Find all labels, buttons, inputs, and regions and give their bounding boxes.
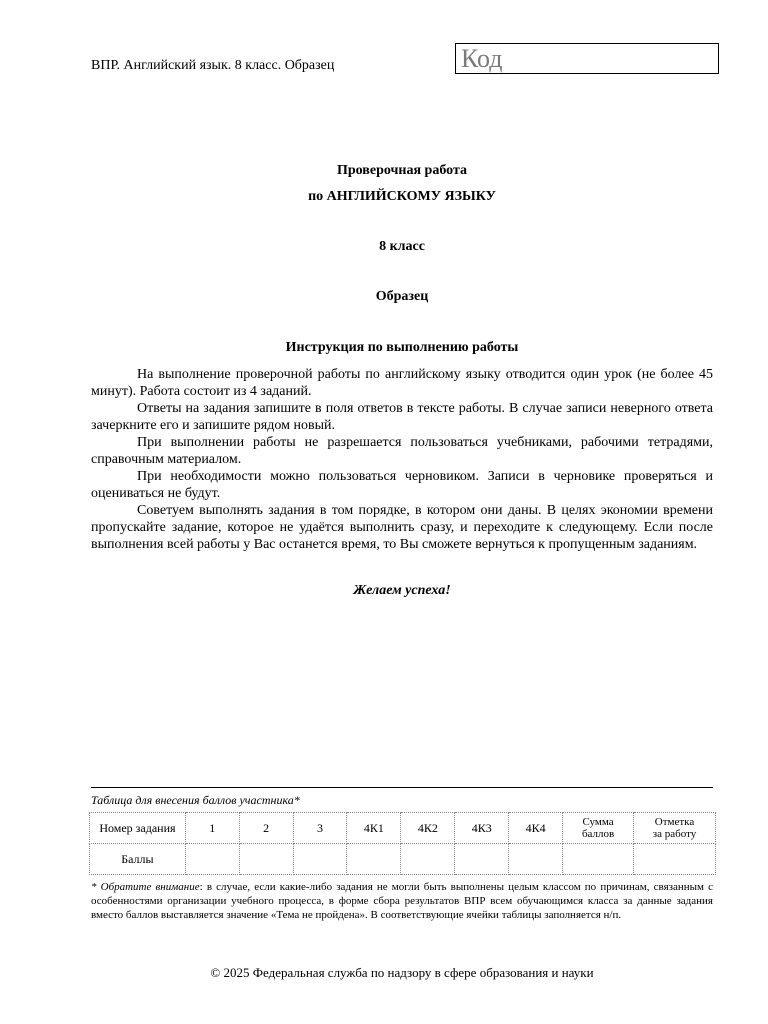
code-label: Код <box>461 44 503 73</box>
sum-label-line1: Сумма <box>582 816 614 828</box>
score-cell[interactable] <box>293 844 347 875</box>
task-number-label: Номер задания <box>90 813 186 844</box>
task-column-header: 2 <box>239 813 293 844</box>
document-header-title: ВПР. Английский язык. 8 класс. Образец <box>91 58 335 73</box>
mark-column-header <box>634 813 716 844</box>
heading-grade: 8 класс <box>379 239 425 254</box>
mark-label-line1: Отметка <box>654 816 695 828</box>
sum-label-line2: баллов <box>581 828 615 840</box>
instruction-paragraph: Советуем выполнять задания в том порядке, в котором они даны. В целях экономии времени пропускайте задание, которое не удаётся выполнить сразу, и переходите к следующему. Если после выполнения всей работы у Вас останется время, то Вы сможете вернуться к пропущенным заданиям. <box>91 503 713 552</box>
score-table-points-row <box>90 844 716 875</box>
heading-variant: Образец <box>375 289 429 304</box>
instruction-paragraph: При выполнении работы не разрешается пользоваться учебниками, рабочими тетрадями, справочным материалом. <box>91 435 713 467</box>
heading-subject: по АНГЛИЙСКОМУ ЯЗЫКУ <box>308 189 496 204</box>
points-label: Баллы <box>90 844 186 875</box>
task-column-header: 1 <box>185 813 239 844</box>
footnote-text: : в случае, если какие-либо задания не могли быть выполнены целым классом по причинам, связанным с особенностями организации учебного процесса, в форме сбора результатов ВПР всем обучающимся класса за данные задания вместо баллов выставляется значение «Тема не пройдена». В соответствующие ячейки таблицы заполняется н/п. <box>91 881 713 921</box>
mark-label-line2: за работу <box>652 828 697 840</box>
score-cell[interactable] <box>509 844 563 875</box>
heading-line1: Проверочная работа <box>336 163 468 178</box>
instructions-title: Инструкция по выполнению работы <box>285 340 519 355</box>
task-column-header: 4К2 <box>401 813 455 844</box>
score-table-header-row <box>90 813 716 844</box>
instruction-paragraph: Ответы на задания запишите в поля ответов в тексте работы. В случае записи неверного ответа зачеркните его и запишите рядом новый. <box>91 401 713 433</box>
instructions-body <box>91 366 713 553</box>
task-column-header: 4К4 <box>509 813 563 844</box>
task-column-header: 4К1 <box>347 813 401 844</box>
sum-cell[interactable] <box>563 844 634 875</box>
score-cell[interactable] <box>455 844 509 875</box>
score-cell[interactable] <box>401 844 455 875</box>
task-column-header: 4К3 <box>455 813 509 844</box>
score-cell[interactable] <box>239 844 293 875</box>
score-cell[interactable] <box>347 844 401 875</box>
sum-column-header <box>563 813 634 844</box>
instruction-paragraph: При необходимости можно пользоваться черновиком. Записи в черновике проверяться и оцениваться не будут. <box>91 469 713 501</box>
score-table-caption: Таблица для внесения баллов участника* <box>91 793 300 807</box>
instruction-paragraph: На выполнение проверочной работы по английскому языку отводится один урок (не более 45 минут). Работа состоит из 4 заданий. <box>91 367 713 399</box>
code-field[interactable] <box>455 43 719 74</box>
footnote-lead: * Обратите внимание <box>91 881 200 893</box>
score-table <box>89 812 716 875</box>
task-column-header: 3 <box>293 813 347 844</box>
good-luck-wish: Желаем успеха! <box>353 583 451 598</box>
footnote <box>91 880 713 922</box>
copyright: © 2025 Федеральная служба по надзору в сфере образования и науки <box>210 965 594 980</box>
divider <box>91 787 713 788</box>
score-cell[interactable] <box>185 844 239 875</box>
mark-cell[interactable] <box>634 844 716 875</box>
